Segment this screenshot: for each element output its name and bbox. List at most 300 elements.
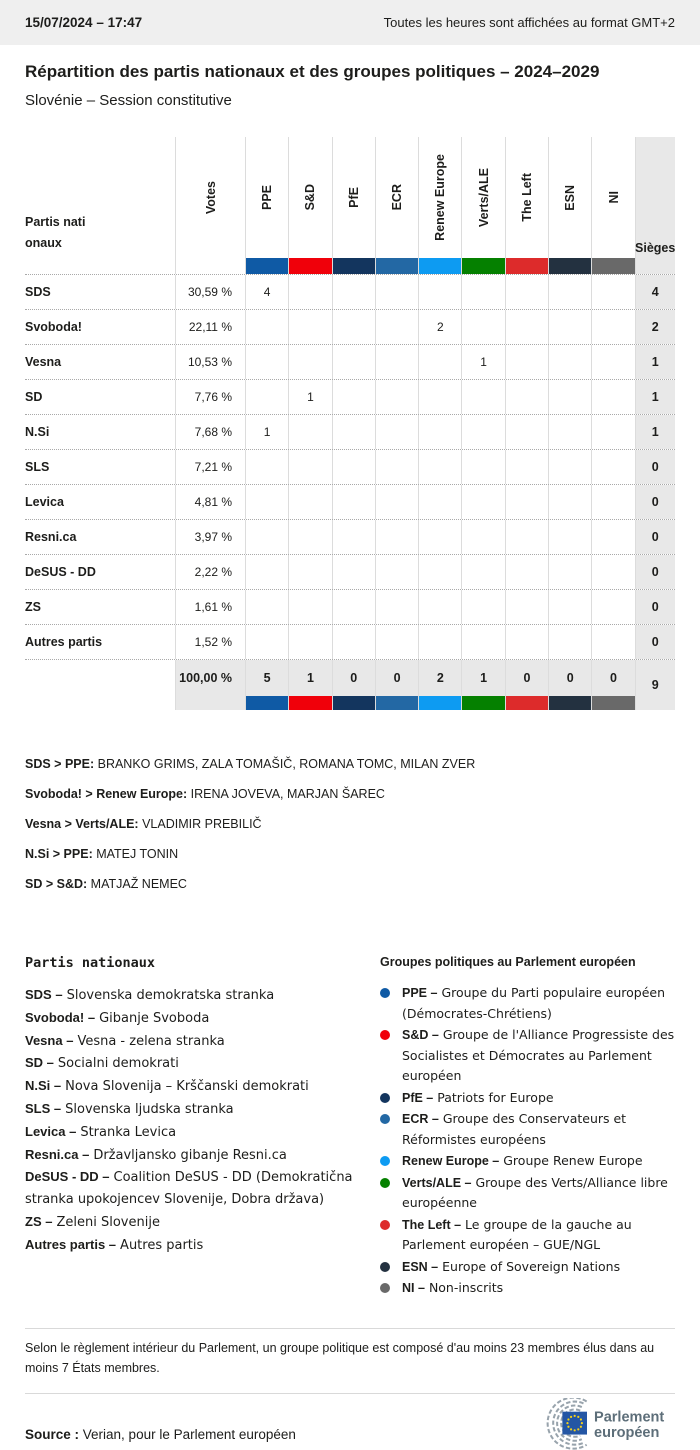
- footer-divider-bottom: [25, 1393, 675, 1394]
- group-color-bar: [376, 696, 418, 710]
- seats-in-ni: [591, 555, 634, 589]
- group-description: Europe of Sovereign Nations: [442, 1258, 621, 1274]
- total-seats-value: 0: [635, 625, 675, 659]
- party-name: SDS: [25, 285, 51, 299]
- total-seats-value: 4: [635, 275, 675, 309]
- group-abbr: Verts/ALE –: [402, 1175, 472, 1190]
- party-legend-item-zs: [25, 1211, 355, 1234]
- group-abbr: ESN –: [402, 1259, 439, 1274]
- results-table: [25, 137, 675, 709]
- group-description: Groupe des Conservateurs et Réformistes européens: [402, 1111, 627, 1147]
- seats-in-renew-europe: [418, 520, 461, 554]
- seats-in-verts-ale: [461, 590, 504, 624]
- group-color-bar: [592, 696, 634, 710]
- total-seats-value: 1: [635, 345, 675, 379]
- group-legend-item-pfe: [380, 1088, 675, 1109]
- party-legend-item-autres-partis: [25, 1234, 355, 1257]
- seats-in-verts-ale: 1: [461, 345, 504, 379]
- seats-in-pfe: [332, 520, 375, 554]
- group-column-label: Verts/ALE: [476, 167, 491, 228]
- party-name: DeSUS - DD: [25, 565, 96, 579]
- group-abbr: S&D –: [402, 1028, 439, 1042]
- table-total-row: [25, 659, 675, 709]
- seats-in-ecr: [375, 415, 418, 449]
- party-legend-item-sls: [25, 1098, 355, 1121]
- total-seats-value: 0: [635, 555, 675, 589]
- seats-in-pfe: [332, 310, 375, 344]
- table-row-desus-dd: [25, 554, 675, 589]
- seats-in-ni: [591, 485, 634, 519]
- votes-value: 22,11 %: [175, 310, 245, 344]
- seats-in-esn: [548, 415, 591, 449]
- seats-in-verts-ale: [461, 520, 504, 554]
- seats-in-renew-europe: [418, 380, 461, 414]
- seats-in-ni: [591, 345, 634, 379]
- political-groups-legend: [380, 955, 675, 1300]
- seats-in-verts-ale: [461, 485, 504, 519]
- seats-in-esn: [548, 380, 591, 414]
- votes-column-header: Votes: [175, 137, 245, 274]
- party-full-name: Coalition DeSUS - DD (Demokratična stranka upokojencev Slovenije, Dobra država): [25, 1170, 353, 1208]
- seats-in-renew-europe: [418, 625, 461, 659]
- total-group-count: 1: [480, 671, 488, 685]
- seats-in-esn: [548, 555, 591, 589]
- party-full-name: Zeleni Slovenije: [56, 1214, 160, 1230]
- page-subtitle: Slovénie – Session constitutive: [25, 92, 232, 109]
- national-parties-legend: [25, 955, 380, 1300]
- total-group-count: 0: [350, 671, 358, 685]
- group-color-dot: [380, 988, 390, 998]
- member-names: MATEJ TONIN: [96, 847, 179, 861]
- seats-in-pfe: [332, 380, 375, 414]
- seats-in-ppe: 4: [245, 275, 288, 309]
- seats-column-header: Sièges: [635, 137, 675, 274]
- group-description: Patriots for Europe: [437, 1089, 554, 1105]
- seats-in-ni: [591, 275, 634, 309]
- seats-in-the-left: [505, 450, 548, 484]
- group-column-header-renew-europe: [418, 137, 461, 274]
- seats-in-ecr: [375, 590, 418, 624]
- seats-in-s-d: [288, 450, 331, 484]
- seats-in-ni: [591, 310, 634, 344]
- party-abbr: N.Si –: [25, 1078, 62, 1094]
- timezone-note: Toutes les heures sont affichées au format GMT+2: [383, 15, 675, 30]
- total-cell-ecr: [375, 660, 418, 710]
- seats-in-verts-ale: [461, 555, 504, 589]
- party-abbr: Resni.ca –: [25, 1146, 90, 1162]
- seats-in-verts-ale: [461, 450, 504, 484]
- party-full-name: Autres partis: [120, 1237, 204, 1253]
- legend-section: [25, 955, 675, 1300]
- group-color-bar: [289, 258, 331, 274]
- party-name: Vesna: [25, 355, 62, 369]
- seats-in-the-left: [505, 415, 548, 449]
- total-seats-value: 0: [635, 590, 675, 624]
- seats-in-renew-europe: [418, 415, 461, 449]
- seats-in-pfe: [332, 450, 375, 484]
- group-legend-text: [402, 1088, 675, 1109]
- total-group-count: 1: [306, 671, 314, 685]
- group-legend-item-verts-ale: [380, 1173, 675, 1214]
- seats-in-renew-europe: [418, 555, 461, 589]
- member-names: VLADIMIR PREBILIČ: [142, 817, 262, 831]
- group-abbr: PPE –: [402, 986, 438, 1000]
- votes-value: 1,52 %: [175, 625, 245, 659]
- group-legend-text: [402, 1173, 675, 1214]
- member-line: [25, 779, 675, 809]
- party-full-name: Nova Slovenija – Krščanski demokrati: [65, 1079, 309, 1095]
- party-full-name: Slovenska demokratska stranka: [66, 988, 275, 1003]
- party-legend-item-sds: [25, 984, 355, 1007]
- party-name: SLS: [25, 460, 50, 474]
- party-abbr: Autres partis –: [25, 1236, 117, 1252]
- party-name: SD: [25, 390, 43, 404]
- votes-value: 4,81 %: [175, 485, 245, 519]
- group-color-bar: [506, 258, 548, 274]
- party-legend-item-sd: [25, 1052, 355, 1075]
- group-legend-text: [402, 1257, 675, 1278]
- seats-in-renew-europe: [418, 275, 461, 309]
- group-color-bar: [419, 696, 461, 710]
- group-color-bar: [419, 258, 461, 274]
- party-abbr: Levica –: [25, 1123, 77, 1139]
- member-line: [25, 749, 675, 779]
- total-cell-ni: [591, 660, 634, 710]
- group-color-dot: [380, 1262, 390, 1272]
- seats-in-pfe: [332, 415, 375, 449]
- total-cell-renew-europe: [418, 660, 461, 710]
- seats-in-esn: [548, 275, 591, 309]
- group-description: Groupe de l'Alliance Progressiste des Socialistes et Démocrates au Parlement européen: [402, 1027, 675, 1083]
- party-legend-item-svoboda: [25, 1007, 355, 1030]
- group-color-bar: [462, 696, 504, 710]
- group-column-header-ecr: [375, 137, 418, 274]
- party-name: Autres partis: [25, 635, 103, 649]
- seats-in-ecr: [375, 380, 418, 414]
- seats-in-the-left: [505, 590, 548, 624]
- group-color-dot: [380, 1156, 390, 1166]
- table-header-row: [25, 137, 675, 274]
- seats-in-ppe: [245, 485, 288, 519]
- total-row-spacer: [25, 660, 175, 710]
- table-row-sds: [25, 274, 675, 309]
- seats-in-ecr: [375, 310, 418, 344]
- seats-in-ppe: [245, 380, 288, 414]
- total-group-count: 2: [436, 671, 444, 685]
- total-seats-value: 0: [635, 485, 675, 519]
- group-column-label: ECR: [390, 184, 405, 211]
- seats-in-the-left: [505, 345, 548, 379]
- party-full-name: Državljansko gibanje Resni.ca: [93, 1147, 287, 1163]
- group-legend-item-s-d: [380, 1025, 675, 1087]
- group-column-label: NI: [606, 191, 621, 204]
- footer-divider-top: [25, 1328, 675, 1329]
- seats-in-renew-europe: [418, 485, 461, 519]
- total-cell-verts-ale: [461, 660, 504, 710]
- party-name: Svoboda!: [25, 320, 82, 334]
- group-column-label: The Left: [519, 173, 534, 222]
- group-abbr: Renew Europe –: [402, 1154, 500, 1168]
- seats-in-s-d: [288, 345, 331, 379]
- table-row-levica: [25, 484, 675, 519]
- group-abbr: The Left –: [402, 1217, 462, 1232]
- total-cell-pfe: [332, 660, 375, 710]
- total-cell-ppe: [245, 660, 288, 710]
- seats-in-pfe: [332, 590, 375, 624]
- seats-in-verts-ale: [461, 310, 504, 344]
- seats-in-ppe: [245, 310, 288, 344]
- group-description: Non-inscrits: [428, 1280, 504, 1295]
- footer-source-row: [25, 1398, 675, 1450]
- group-legend-item-esn: [380, 1257, 675, 1278]
- seats-in-verts-ale: [461, 380, 504, 414]
- member-line-label: Vesna > Verts/ALE:: [25, 817, 139, 831]
- group-legend-item-the-left: [380, 1215, 675, 1256]
- parties-legend-heading: Partis nationaux: [25, 955, 156, 971]
- member-names: BRANKO GRIMS, ZALA TOMAŠIČ, ROMANA TOMC, MILAN ZVER: [97, 757, 476, 771]
- seats-in-ecr: [375, 625, 418, 659]
- party-abbr: Svoboda! –: [25, 1009, 96, 1025]
- seats-in-renew-europe: [418, 345, 461, 379]
- group-color-bar: [506, 696, 548, 710]
- seats-in-ni: [591, 590, 634, 624]
- table-row-n-si: [25, 414, 675, 449]
- group-legend-item-ni: [380, 1278, 675, 1299]
- seats-in-esn: [548, 485, 591, 519]
- votes-value: 7,21 %: [175, 450, 245, 484]
- group-legend-item-ecr: [380, 1109, 675, 1150]
- seats-in-renew-europe: [418, 590, 461, 624]
- seats-in-the-left: [505, 555, 548, 589]
- logo-wordmark-line2: européen: [594, 1424, 660, 1441]
- member-line-label: Svoboda! > Renew Europe:: [25, 787, 188, 801]
- total-votes-cell: 100,00 %: [175, 660, 245, 710]
- group-color-dot: [380, 1178, 390, 1188]
- member-line-label: SDS > PPE:: [25, 757, 95, 771]
- seats-in-ecr: [375, 275, 418, 309]
- group-legend-text: [402, 1025, 675, 1087]
- total-seats-value: 1: [635, 415, 675, 449]
- party-abbr: ZS –: [25, 1213, 53, 1229]
- seats-in-the-left: [505, 380, 548, 414]
- seats-in-ppe: 1: [245, 415, 288, 449]
- seats-in-ni: [591, 520, 634, 554]
- group-abbr: PfE –: [402, 1090, 434, 1105]
- party-name: ZS: [25, 600, 41, 614]
- table-row-autres-partis: [25, 624, 675, 659]
- group-color-bar: [333, 696, 375, 710]
- seats-in-s-d: [288, 310, 331, 344]
- table-row-resni-ca: [25, 519, 675, 554]
- total-seats-cell: 9: [635, 660, 675, 710]
- group-color-bar: [462, 258, 504, 274]
- seats-in-ni: [591, 450, 634, 484]
- votes-value: 1,61 %: [175, 590, 245, 624]
- votes-value: 10,53 %: [175, 345, 245, 379]
- total-seats-value: 2: [635, 310, 675, 344]
- member-line: [25, 839, 675, 869]
- seats-in-ecr: [375, 485, 418, 519]
- group-description: Le groupe de la gauche au Parlement européen – GUE/NGL: [402, 1216, 632, 1252]
- table-row-sd: [25, 379, 675, 414]
- seats-in-pfe: [332, 555, 375, 589]
- table-row-sls: [25, 449, 675, 484]
- table-row-svoboda: [25, 309, 675, 344]
- page-title: Répartition des partis nationaux et des groupes politiques – 2024–2029: [25, 62, 600, 81]
- party-full-name: Vesna - zelena stranka: [77, 1033, 225, 1049]
- seats-in-ni: [591, 625, 634, 659]
- party-column-header: Partis nationaux: [25, 215, 86, 250]
- votes-value: 2,22 %: [175, 555, 245, 589]
- party-abbr: DeSUS - DD –: [25, 1169, 110, 1185]
- group-column-header-verts-ale: [461, 137, 504, 274]
- group-description: Groupe des Verts/Alliance libre européenne: [402, 1174, 668, 1210]
- seats-in-esn: [548, 590, 591, 624]
- group-color-dot: [380, 1030, 390, 1040]
- party-name: Resni.ca: [25, 530, 77, 544]
- seats-in-pfe: [332, 345, 375, 379]
- party-legend-item-levica: [25, 1121, 355, 1144]
- seats-in-esn: [548, 310, 591, 344]
- group-legend-text: [402, 1151, 675, 1172]
- group-color-dot: [380, 1220, 390, 1230]
- group-legend-text: [402, 1215, 675, 1256]
- seats-in-esn: [548, 625, 591, 659]
- seats-in-ppe: [245, 625, 288, 659]
- seats-in-s-d: [288, 520, 331, 554]
- group-color-bar: [246, 258, 288, 274]
- seats-in-renew-europe: [418, 450, 461, 484]
- party-full-name: Gibanje Svoboda: [99, 1010, 210, 1026]
- elected-members-list: [25, 749, 675, 899]
- group-description: Groupe Renew Europe: [503, 1153, 643, 1168]
- party-full-name: Stranka Levica: [80, 1124, 177, 1140]
- seats-in-the-left: [505, 485, 548, 519]
- seats-in-the-left: [505, 625, 548, 659]
- group-legend-item-renew-europe: [380, 1151, 675, 1172]
- seats-in-verts-ale: [461, 625, 504, 659]
- rules-note: Selon le règlement intérieur du Parlement, un groupe politique est composé d'au moins 23 membres élus dans au moins 7 États membres.: [25, 1340, 655, 1375]
- group-column-label: Renew Europe: [433, 154, 448, 241]
- group-legend-text: [402, 983, 675, 1024]
- seats-in-s-d: [288, 275, 331, 309]
- seats-in-s-d: [288, 625, 331, 659]
- member-line-label: N.Si > PPE:: [25, 847, 93, 861]
- votes-value: 30,59 %: [175, 275, 245, 309]
- group-color-dot: [380, 1283, 390, 1293]
- seats-in-esn: [548, 345, 591, 379]
- seats-in-verts-ale: [461, 415, 504, 449]
- seats-in-s-d: [288, 555, 331, 589]
- group-color-bar: [549, 696, 591, 710]
- member-names: IRENA JOVEVA, MARJAN ŠAREC: [190, 787, 385, 801]
- total-cell-esn: [548, 660, 591, 710]
- seats-in-ni: [591, 380, 634, 414]
- group-column-label: PfE: [346, 187, 361, 208]
- group-color-dot: [380, 1093, 390, 1103]
- total-group-count: 0: [523, 671, 531, 685]
- member-line: [25, 869, 675, 899]
- seats-in-ni: [591, 415, 634, 449]
- seats-in-esn: [548, 520, 591, 554]
- total-cell-s-d: [288, 660, 331, 710]
- group-column-label: ESN: [563, 184, 578, 211]
- group-legend-text: [402, 1109, 675, 1150]
- european-parliament-logo: [499, 1398, 675, 1450]
- group-column-header-esn: [548, 137, 591, 274]
- seats-in-s-d: [288, 485, 331, 519]
- party-abbr: Vesna –: [25, 1032, 74, 1048]
- group-column-header-the-left: [505, 137, 548, 274]
- party-abbr: SLS –: [25, 1100, 62, 1116]
- seats-in-the-left: [505, 520, 548, 554]
- total-seats-value: 0: [635, 450, 675, 484]
- source-label: Source :: [25, 1426, 80, 1442]
- party-name: N.Si: [25, 425, 50, 439]
- group-color-bar: [333, 258, 375, 274]
- group-color-bar: [246, 696, 288, 710]
- seats-in-ecr: [375, 450, 418, 484]
- groups-legend-heading: Groupes politiques au Parlement européen: [380, 955, 636, 969]
- group-color-bar: [376, 258, 418, 274]
- seats-in-the-left: [505, 275, 548, 309]
- member-line-label: SD > S&D:: [25, 877, 88, 891]
- group-color-bar: [289, 696, 331, 710]
- source-line: [25, 1427, 296, 1442]
- seats-in-ecr: [375, 520, 418, 554]
- group-color-bar: [592, 258, 634, 274]
- seats-in-s-d: 1: [288, 380, 331, 414]
- group-column-label: S&D: [303, 184, 318, 211]
- party-legend-item-vesna: [25, 1030, 355, 1053]
- table-row-zs: [25, 589, 675, 624]
- seats-in-ecr: [375, 345, 418, 379]
- top-info-bar: [0, 0, 700, 45]
- seats-in-ppe: [245, 520, 288, 554]
- seats-in-pfe: [332, 275, 375, 309]
- seats-in-esn: [548, 450, 591, 484]
- votes-value: 3,97 %: [175, 520, 245, 554]
- group-description: Groupe du Parti populaire européen (Démocrates-Chrétiens): [402, 985, 666, 1021]
- total-group-count: 5: [263, 671, 271, 685]
- logo-wordmark-line1: Parlement: [594, 1408, 665, 1425]
- source-text: Verian, pour le Parlement européen: [82, 1426, 296, 1442]
- votes-value: 7,76 %: [175, 380, 245, 414]
- group-color-bar: [549, 258, 591, 274]
- party-legend-item-desus-dd: [25, 1166, 355, 1211]
- group-column-header-pfe: [332, 137, 375, 274]
- party-legend-item-resni-ca: [25, 1144, 355, 1167]
- seats-in-the-left: [505, 310, 548, 344]
- group-legend-text: [402, 1278, 675, 1299]
- votes-value: 7,68 %: [175, 415, 245, 449]
- party-abbr: SD –: [25, 1055, 54, 1071]
- total-cell-the-left: [505, 660, 548, 710]
- report-datetime: 15/07/2024 – 17:47: [25, 15, 143, 30]
- total-seats-value: 0: [635, 520, 675, 554]
- seats-in-s-d: [288, 590, 331, 624]
- seats-in-s-d: [288, 415, 331, 449]
- group-column-header-s-d: [288, 137, 331, 274]
- seats-in-ppe: [245, 345, 288, 379]
- member-line: [25, 809, 675, 839]
- party-name: Levica: [25, 495, 64, 509]
- total-seats-value: 1: [635, 380, 675, 414]
- seats-in-pfe: [332, 485, 375, 519]
- group-abbr: ECR –: [402, 1112, 439, 1126]
- party-legend-item-n-si: [25, 1075, 355, 1098]
- party-full-name: Socialni demokrati: [57, 1056, 179, 1072]
